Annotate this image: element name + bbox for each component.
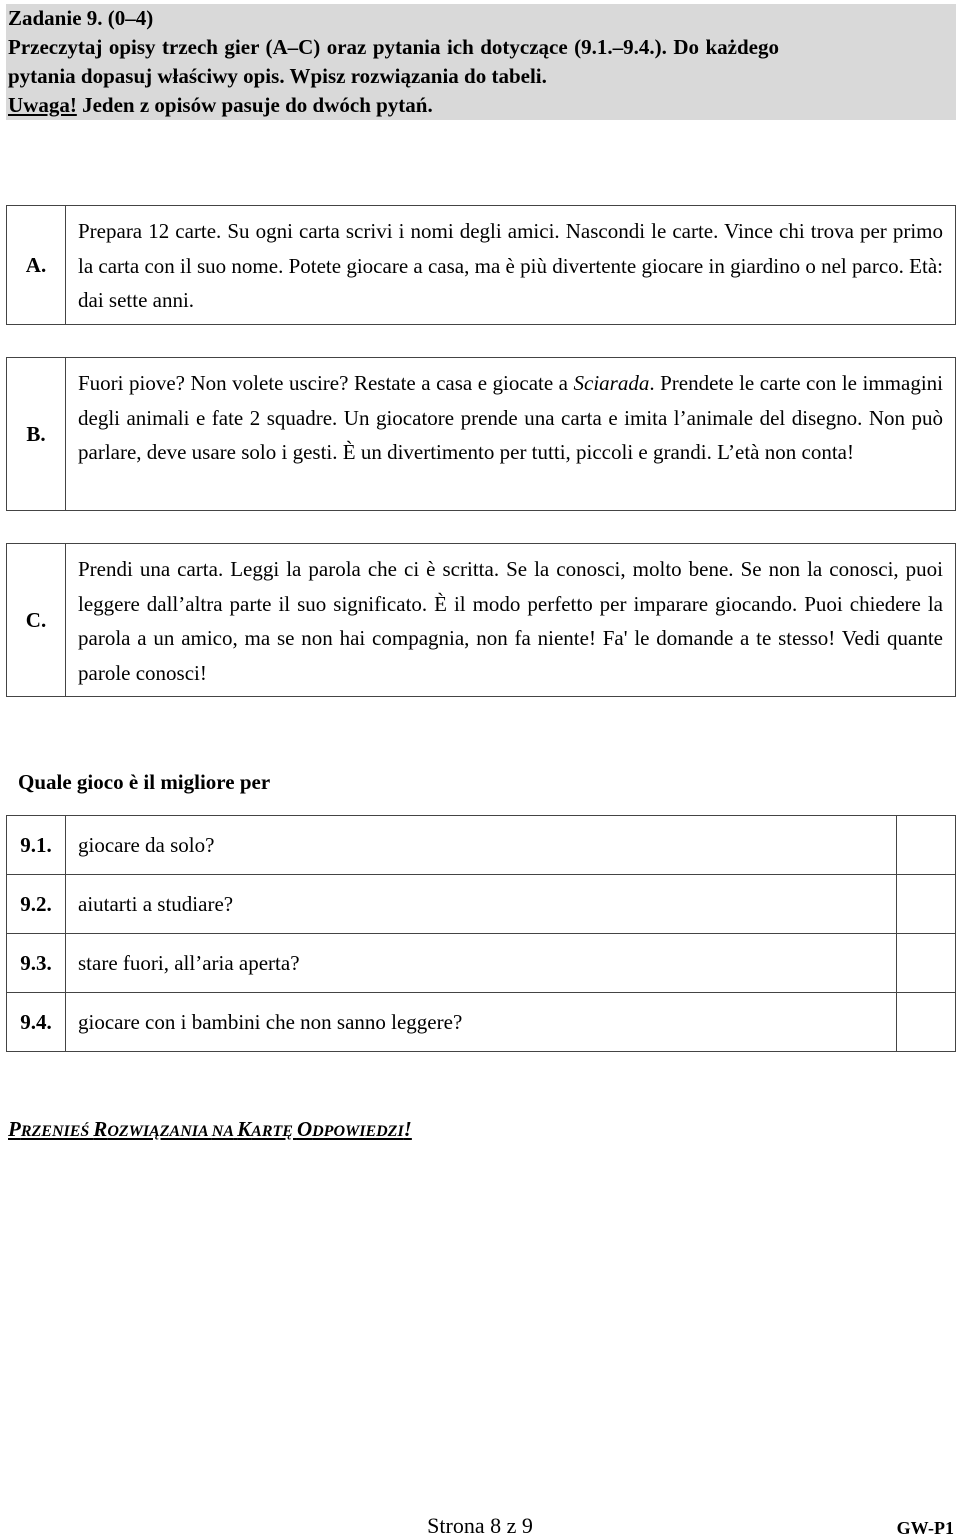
transfer-notice-part: OZWIĄZANIA — [107, 1123, 212, 1140]
task-instruction-line1: Przeczytaj opisy trzech gier (A–C) oraz pytania ich dotyczące (9.1.–9.4.). Do każdego — [8, 35, 779, 59]
description-c — [6, 543, 956, 697]
task-instruction-line2: pytania dopasuj właściwy opis. Wpisz rozwiązania do tabeli. — [8, 64, 547, 88]
answer-cell[interactable] — [897, 875, 956, 934]
question-number: 9.3. — [7, 934, 66, 993]
description-a — [6, 205, 956, 325]
task-title: Zadanie 9. (0–4) — [8, 6, 154, 30]
question-text: giocare da solo? — [66, 816, 897, 875]
transfer-notice-part: P — [8, 1117, 21, 1141]
transfer-notice — [8, 1117, 412, 1142]
question-text: stare fuori, all’aria aperta? — [66, 934, 897, 993]
page-number: Strona 8 z 9 — [427, 1513, 533, 1538]
transfer-notice-part: O — [296, 1117, 313, 1141]
transfer-notice-part: DPOWIEDZI — [312, 1123, 404, 1140]
exam-code: GW-P1 — [896, 1518, 954, 1538]
task-header — [6, 4, 956, 120]
answer-cell[interactable] — [897, 934, 956, 993]
answer-cell[interactable] — [897, 993, 956, 1052]
description-text — [66, 358, 955, 510]
description-letter: C. — [7, 544, 66, 696]
table-row — [7, 934, 956, 993]
description-text-part: Fuori piove? Non volete uscire? Restate a casa e giocate a — [78, 371, 574, 395]
game-name: Sciarada — [573, 371, 650, 395]
description-b — [6, 357, 956, 511]
table-row — [7, 875, 956, 934]
transfer-notice-part: R — [93, 1117, 108, 1141]
note-text: Jeden z opisów pasuje do dwóch pytań. — [76, 93, 433, 117]
description-text-part: . Prendete le carte con le immagini degli animali e fate 2 squadre. Un giocatore prende una carta e imita l’animale del disegno. Non può parlare, deve usare solo i gesti. È un divertimento per tutti, piccoli e grandi. L’età non conta! — [78, 371, 943, 464]
description-letter: A. — [7, 206, 66, 324]
answer-cell[interactable] — [897, 816, 956, 875]
question-number: 9.1. — [7, 816, 66, 875]
question-number: 9.4. — [7, 993, 66, 1052]
question-heading: Quale gioco è il migliore per — [18, 770, 271, 794]
transfer-notice-part: ARTĘ — [251, 1123, 297, 1140]
note-label: Uwaga! — [8, 93, 77, 117]
description-text: Prendi una carta. Leggi la parola che ci è scritta. Se la conosci, molto bene. Se non la conosci, puoi leggere dall’altra parte il suo significato. È il modo perfetto per imparare giocando. Puoi chiedere la parola a un amico, ma se non hai compagnia, non fa niente! Fa' le domande a te stesso! Vedi quante parole conosci! — [78, 557, 943, 685]
description-letter: B. — [7, 358, 66, 510]
question-number: 9.2. — [7, 875, 66, 934]
transfer-notice-part: ! — [403, 1117, 412, 1141]
table-row — [7, 993, 956, 1052]
table-row — [7, 816, 956, 875]
description-text: Prepara 12 carte. Su ogni carta scrivi i nomi degli amici. Nascondi le carte. Vince chi trova per primo la carta con il suo nome. Potete giocare a casa, ma è più divertente giocare in giardino o nel parco. Età: dai sette anni. — [78, 219, 943, 312]
task-note — [8, 91, 954, 120]
transfer-notice-part: NA — [211, 1123, 234, 1140]
question-text: aiutarti a studiare? — [66, 875, 897, 934]
transfer-notice-part: RZENIEŚ — [20, 1123, 94, 1140]
answer-table — [6, 815, 956, 1052]
transfer-notice-part: K — [237, 1117, 252, 1141]
question-text: giocare con i bambini che non sanno leggere? — [66, 993, 897, 1052]
